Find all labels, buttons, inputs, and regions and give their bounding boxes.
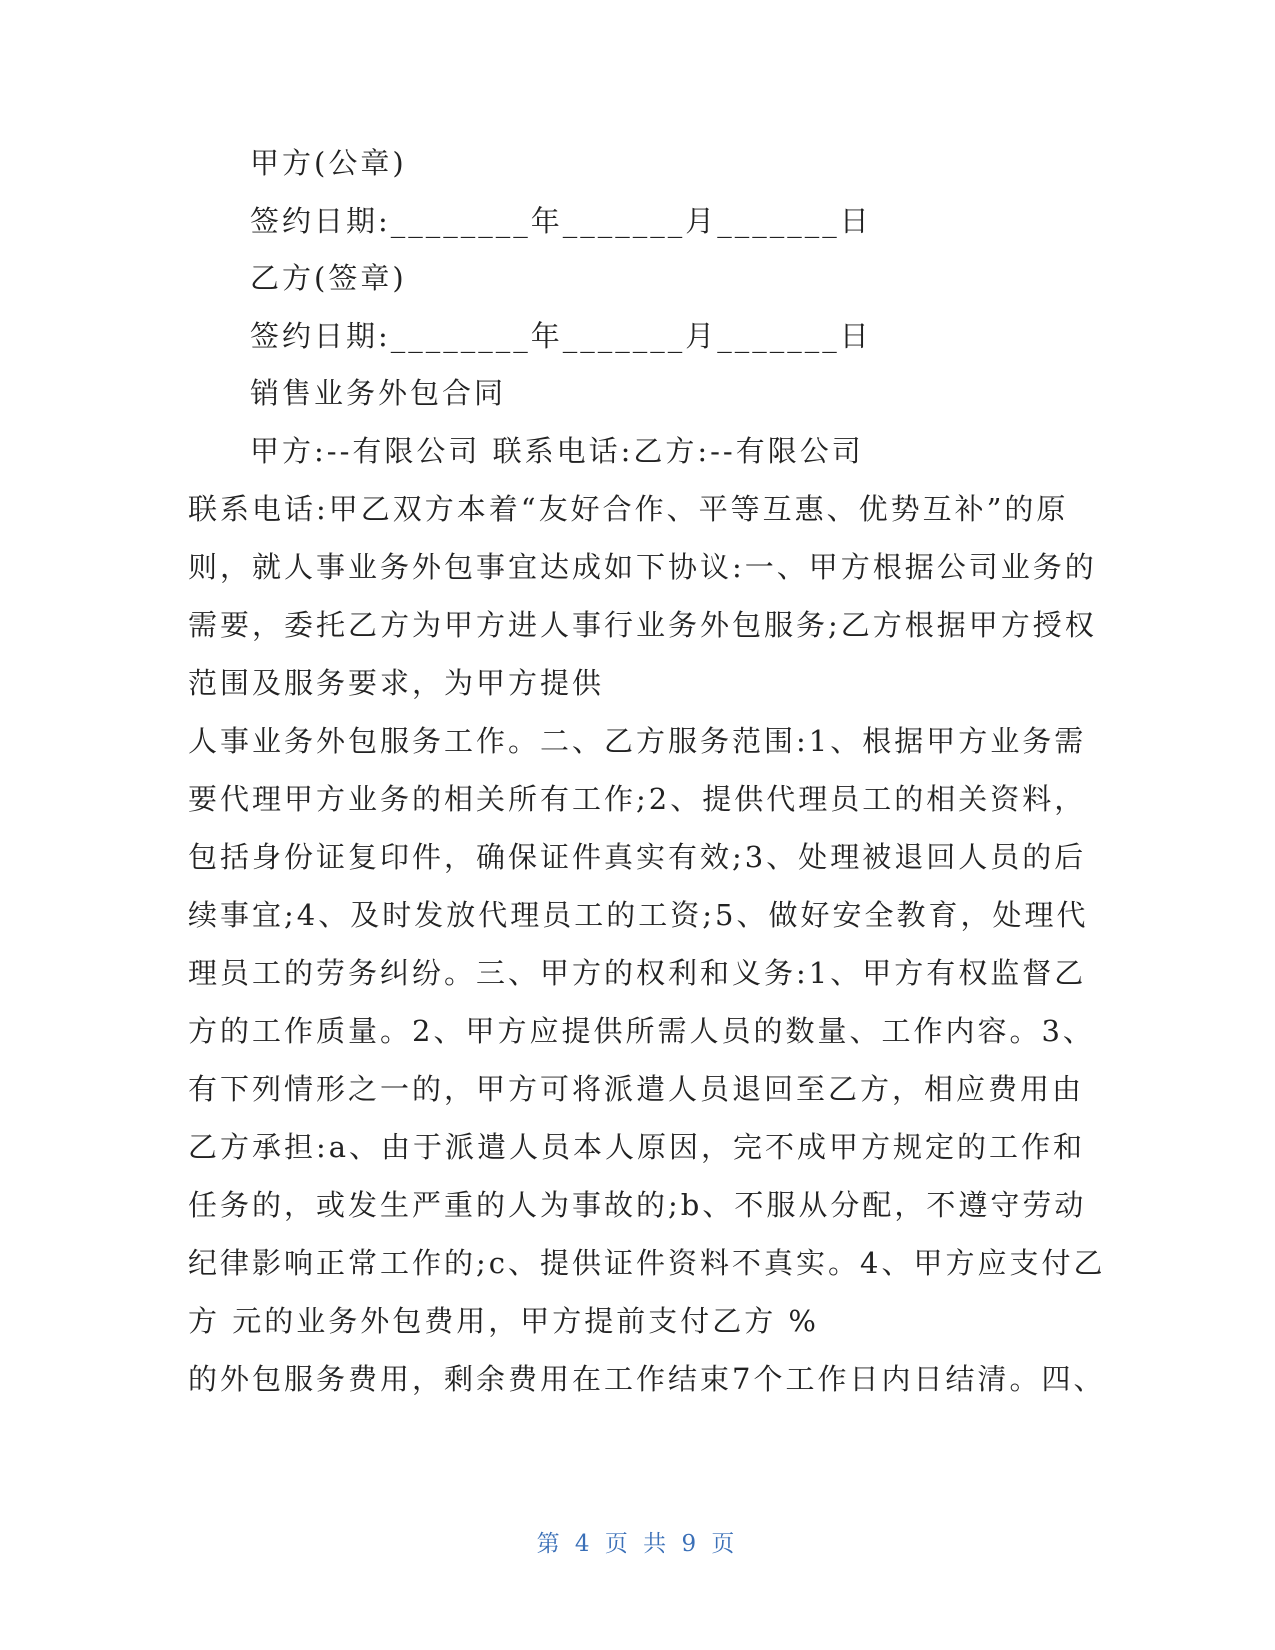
body-line: 有下列情形之一的，甲方可将派遣人员退回至乙方，相应费用由 — [188, 1072, 1085, 1106]
body-line: 任务的，或发生严重的人为事故的;b、不服从分配，不遵守劳动 — [188, 1188, 1087, 1222]
body-line: 乙方承担:a、由于派遣人员本人原因，完不成甲方规定的工作和 — [188, 1130, 1086, 1164]
body-line: 纪律影响正常工作的;c、提供证件资料不真实。4、甲方应支付乙 — [188, 1246, 1106, 1280]
body-line: 方 元的业务外包费用，甲方提前支付乙方 % — [188, 1304, 819, 1338]
body-line: 人事业务外包服务工作。二、乙方服务范围:1、根据甲方业务需 — [188, 724, 1087, 758]
body-line: 要代理甲方业务的相关所有工作;2、提供代理员工的相关资料， — [188, 782, 1087, 816]
party-a-seal-line: 甲方(公章) — [250, 146, 407, 180]
body-line: 方的工作质量。2、甲方应提供所需人员的数量、工作内容。3、 — [188, 1014, 1095, 1048]
party-b-seal-line: 乙方(签章) — [250, 261, 407, 295]
party-b-date-line: 签约日期:________年_______月_______日 — [250, 319, 872, 353]
body-line: 理员工的劳务纠纷。三、甲方的权利和义务:1、甲方有权监督乙 — [188, 956, 1087, 990]
body-line: 续事宜;4、及时发放代理员工的工资;5、做好安全教育，处理代 — [188, 898, 1089, 932]
body-line: 则，就人事业务外包事宜达成如下协议:一、甲方根据公司业务的 — [188, 550, 1097, 584]
body-line: 的外包服务费用，剩余费用在工作结束7个工作日内日结清。四、 — [188, 1362, 1106, 1396]
contract-parties: 甲方:--有限公司 联系电话:乙方:--有限公司 — [250, 434, 864, 468]
body-line: 范围及服务要求，为甲方提供 — [188, 666, 605, 700]
body-line: 需要，委托乙方为甲方进人事行业务外包服务;乙方根据甲方授权 — [188, 608, 1097, 642]
body-line: 联系电话:甲乙双方本着“友好合作、平等互惠、优势互补”的原 — [188, 492, 1069, 526]
contract-title: 销售业务外包合同 — [250, 376, 507, 410]
body-line: 包括身份证复印件，确保证件真实有效;3、处理被退回人员的后 — [188, 840, 1087, 874]
page-number-footer: 第 4 页 共 9 页 — [536, 1531, 739, 1557]
party-a-date-line: 签约日期:________年_______月_______日 — [250, 204, 872, 238]
